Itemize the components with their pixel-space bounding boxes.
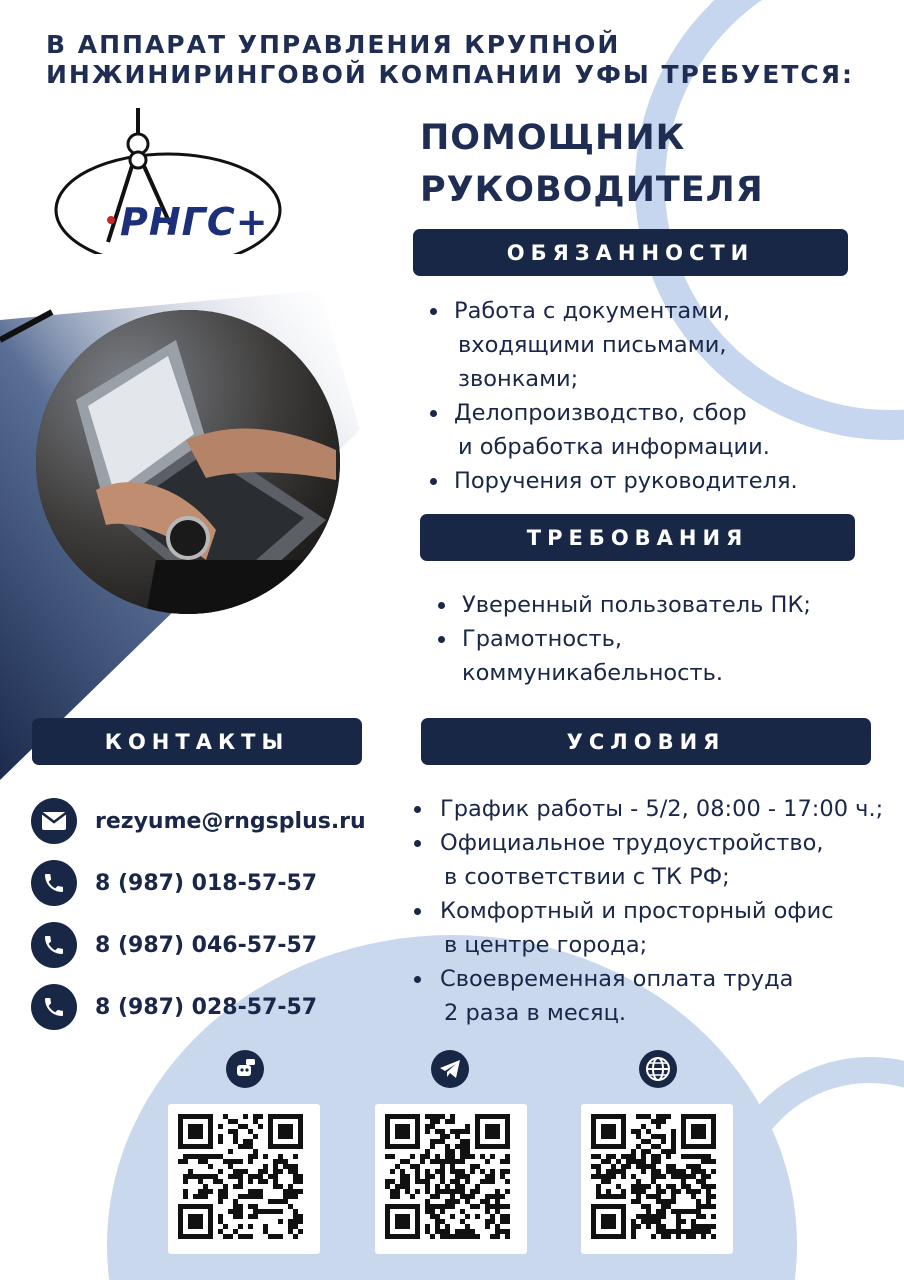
phone-icon: [31, 922, 77, 968]
requirement-1-line-1: Уверенный пользователь ПК;: [462, 592, 812, 618]
qr-code-website[interactable]: [581, 1104, 733, 1254]
position-line-2: РУКОВОДИТЕЛЯ: [420, 170, 764, 210]
phone-icon: [31, 984, 77, 1030]
requirement-2-line-1: Грамотность,: [462, 626, 623, 652]
condition-4-line-1: Своевременная оплата труда: [440, 966, 794, 992]
phone-contact-1[interactable]: [31, 860, 317, 906]
list-item: [412, 792, 883, 826]
phone-contact-3[interactable]: [31, 984, 317, 1030]
company-logo: [50, 104, 300, 276]
phone-contact-2[interactable]: [31, 922, 317, 968]
list-item: [412, 826, 883, 894]
list-item: [436, 622, 811, 690]
duty-1-line-1: Работа с документами,: [454, 298, 730, 324]
phone-number-2[interactable]: 8 (987) 046-57-57: [95, 932, 318, 958]
globe-icon: [639, 1050, 677, 1088]
conditions-heading: УСЛОВИЯ: [421, 718, 871, 765]
duty-2-line-1: Делопроизводство, сбор: [454, 400, 747, 426]
condition-3-line-2: в центре города;: [444, 932, 648, 958]
page-title: [46, 30, 854, 90]
duties-heading: ОБЯЗАННОСТИ: [413, 229, 848, 276]
duties-list: [428, 294, 798, 498]
phone-icon: [31, 860, 77, 906]
email-address[interactable]: rezyume@rngsplus.ru: [95, 808, 366, 834]
list-item: [428, 294, 798, 396]
office-photo: [36, 310, 340, 614]
email-contact[interactable]: [31, 798, 366, 844]
list-item: [412, 894, 883, 962]
conditions-list: [412, 792, 883, 1030]
duty-3-line-1: Поручения от руководителя.: [454, 468, 798, 494]
title-line-2: ИНЖИНИРИНГОВОЙ КОМПАНИИ УФЫ ТРЕБУЕТСЯ:: [46, 60, 854, 89]
phone-number-1[interactable]: 8 (987) 018-57-57: [95, 870, 318, 896]
qr-code-telegram[interactable]: [375, 1104, 527, 1254]
list-item: [412, 962, 883, 1030]
position-line-1: ПОМОЩНИК: [420, 118, 686, 158]
mail-icon: [31, 798, 77, 844]
requirements-heading: ТРЕБОВАНИЯ: [420, 514, 855, 561]
condition-1-line-1: График работы - 5/2, 08:00 - 17:00 ч.;: [440, 796, 884, 822]
list-item: [428, 464, 798, 498]
telegram-icon: [431, 1050, 469, 1088]
condition-2-line-2: в соответствии с ТК РФ;: [444, 864, 730, 890]
chat-bot-icon: [226, 1050, 264, 1088]
phone-number-3[interactable]: 8 (987) 028-57-57: [95, 994, 318, 1020]
list-item: [428, 396, 798, 464]
requirements-list: [436, 588, 811, 690]
requirement-2-line-2: коммуникабельность.: [462, 660, 724, 686]
condition-4-line-2: 2 раза в месяц.: [444, 1000, 627, 1026]
condition-2-line-1: Официальное трудоустройство,: [440, 830, 824, 856]
title-line-1: В АППАРАТ УПРАВЛЕНИЯ КРУПНОЙ: [46, 30, 621, 59]
qr-code-bot[interactable]: [168, 1104, 320, 1254]
duty-1-line-2: входящими письмами,: [458, 332, 727, 358]
contacts-heading: КОНТАКТЫ: [32, 718, 362, 765]
condition-3-line-1: Комфортный и просторный офис: [440, 898, 834, 924]
duty-1-line-3: звонками;: [458, 366, 579, 392]
logo-text: РНГС+: [120, 200, 269, 244]
list-item: [436, 588, 811, 622]
duty-2-line-2: и обработка информации.: [458, 434, 770, 460]
position-title: [420, 112, 764, 216]
